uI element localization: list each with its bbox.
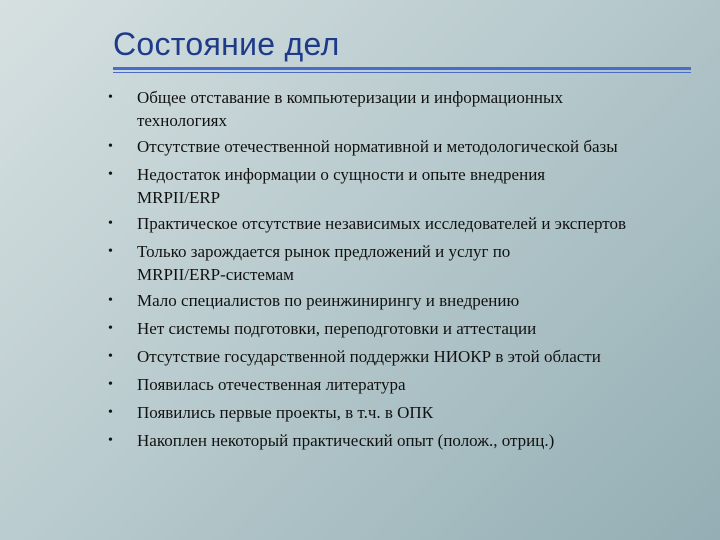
list-item-text: Появились первые проекты, в т.ч. в ОПК: [137, 403, 434, 422]
slide-title: Состояние дел: [113, 26, 340, 62]
list-item-text: Мало специалистов по реинжинирингу и внедрению: [137, 291, 520, 310]
list-item: [108, 238, 716, 287]
bullet-icon: •: [108, 139, 113, 154]
list-item-text: Отсутствие государственной поддержки НИОКР в этой области: [137, 347, 601, 366]
list-item: [108, 287, 716, 315]
list-item-text: Недостаток информации о сущности и опыте внедрения: [137, 165, 546, 184]
list-item-text: Накоплен некоторый практический опыт (полож., отриц.): [137, 431, 555, 450]
list-item: [108, 399, 716, 427]
list-item-text: Практическое отсутствие независимых исследователей и экспертов: [137, 214, 626, 233]
list-item: [108, 210, 716, 238]
list-item: [108, 133, 716, 161]
list-item: [108, 371, 716, 399]
list-item-text: Только зарождается рынок предложений и услуг по: [137, 242, 511, 261]
list-item: [108, 343, 716, 371]
list-item: [108, 84, 716, 133]
list-item-text: технологиях: [137, 111, 227, 130]
bullet-icon: •: [108, 167, 113, 182]
list-item-text: Общее отставание в компьютеризации и информационных: [137, 88, 563, 107]
bullet-icon: •: [108, 405, 113, 420]
bullet-icon: •: [108, 216, 113, 231]
list-item: [108, 315, 716, 343]
list-item-text: Отсутствие отечественной нормативной и методологической базы: [137, 137, 618, 156]
bullet-icon: •: [108, 321, 113, 336]
bullet-icon: •: [108, 433, 113, 448]
list-item-text: Нет системы подготовки, переподготовки и аттестации: [137, 319, 537, 338]
list-item-text: MRPII/ERP: [137, 188, 221, 207]
list-item-text: Появилась отечественная литература: [137, 375, 406, 394]
title-underline-thick: [113, 67, 691, 70]
title-underline-thin: [113, 72, 691, 73]
bullet-icon: •: [108, 244, 113, 259]
list-item: [108, 427, 716, 455]
bullet-icon: •: [108, 90, 113, 105]
bullet-list: [108, 84, 716, 455]
bullet-icon: •: [108, 349, 113, 364]
list-item: [108, 161, 716, 210]
bullet-icon: •: [108, 377, 113, 392]
list-item-text: MRPII/ERP-системам: [137, 265, 294, 284]
bullet-icon: •: [108, 293, 113, 308]
